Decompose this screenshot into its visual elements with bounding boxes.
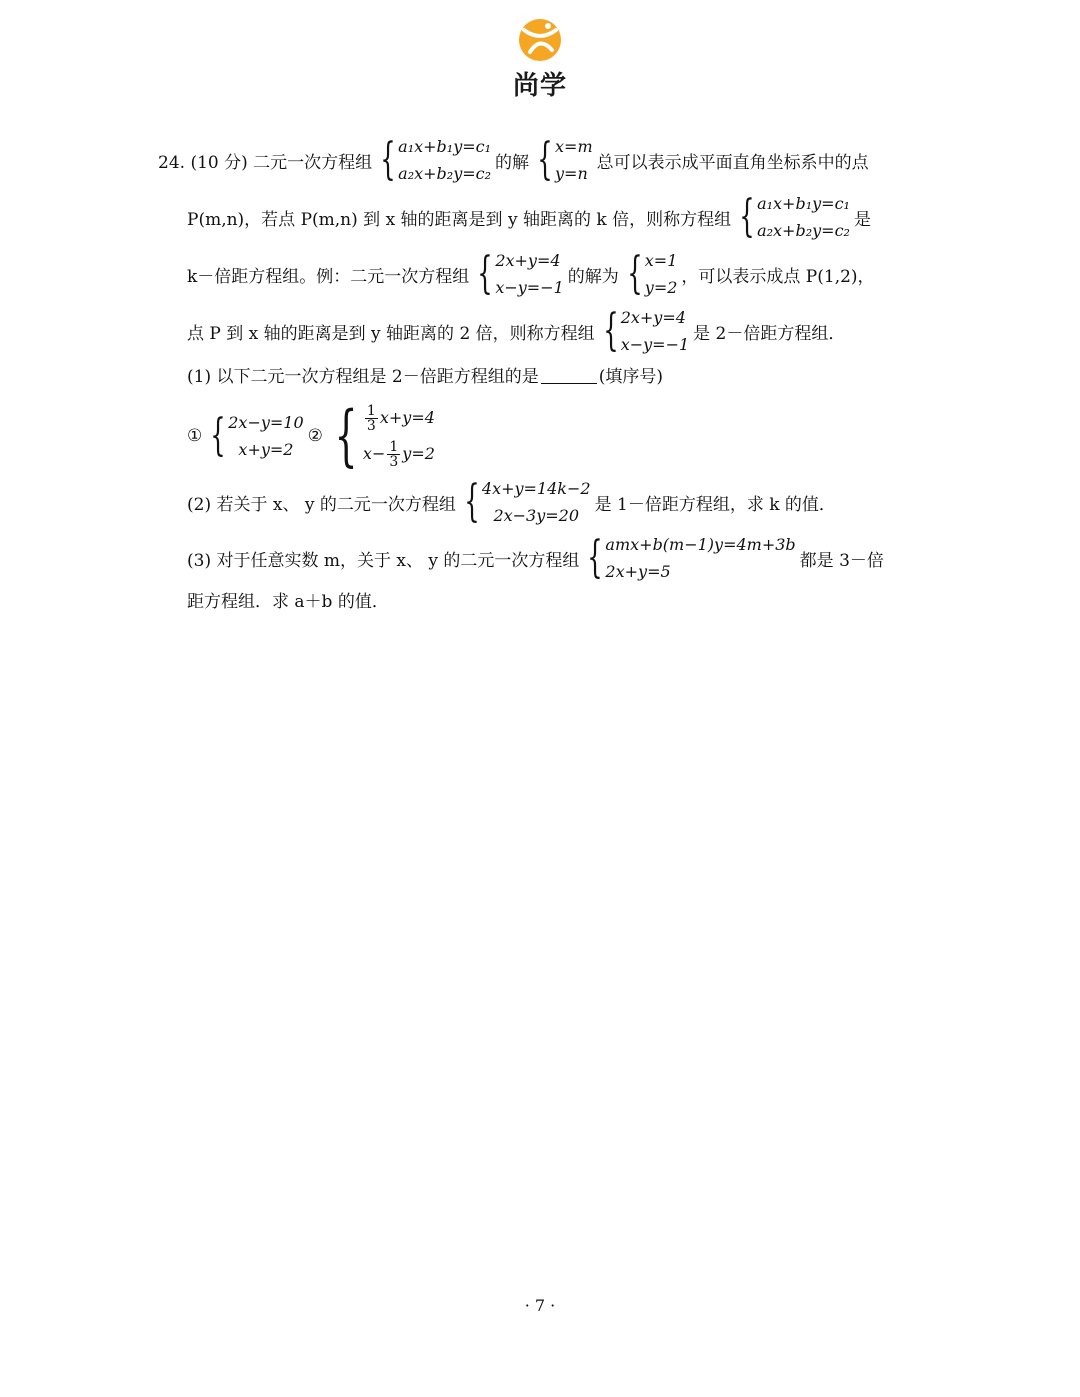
part-2: (2) 若关于 x、 y 的二元一次方程组 { 4x+y=14k−2 2x−3y=20 是 1－倍距方程组，求 k 的值． [187, 476, 836, 527]
fraction-one-third: $\frac{1}{3}$ [366, 403, 376, 434]
page-number: · 7 · [524, 1296, 556, 1315]
equation-system-example-solution: { x=1 y=2 [627, 248, 678, 299]
part-1-options [187, 397, 439, 474]
part-3-continued: 距方程组．求 a＋b 的值． [187, 591, 389, 612]
fraction-one-third-2: $\frac{1}{3}$ [389, 439, 399, 470]
equation-system-general: { a₁x+b₁y=c₁ a₂x+b₂y=c₂ [380, 134, 492, 185]
logo-text: 尚学 [512, 71, 567, 101]
option-2-system: { $\frac{1}{3}$ x+y=4 x− $\frac{1}{3}$ y=2 [334, 397, 435, 474]
part-3: (3) 对于任意实数 m，关于 x、 y 的二元一次方程组 { amx+b(m−1)y=4m+3b 2x+y=5 都是 3－倍 [187, 532, 884, 583]
option-2-label: ② [307, 426, 323, 446]
brand-logo [500, 18, 580, 101]
option-1-label: ① [187, 426, 203, 446]
question-header: 24. (10 分) 二元一次方程组 [158, 152, 373, 173]
option-1-system: { 2x−y=10 x+y=2 [210, 410, 304, 461]
question-line-1: 24. (10 分) 二元一次方程组 { a₁x+b₁y=c₁ a₂x+b₂y=c₂ 的解 { x=m y=n 总可以表示成平面直角坐标系中的点 [158, 134, 869, 185]
equation-system-solution: { x=m y=n [537, 134, 593, 185]
part-3-system: { amx+b(m−1)y=4m+3b 2x+y=5 [587, 532, 796, 583]
logo-emblem-icon [500, 18, 580, 66]
part-1: (1) 以下二元一次方程组是 2－倍距方程组的是 (填序号) [187, 366, 663, 387]
question-line-2: P(m,n)，若点 P(m,n) 到 x 轴的距离是到 y 轴距离的 k 倍，则称方程组 { a₁x+b₁y=c₁ a₂x+b₂y=c₂ 是 [187, 191, 871, 242]
equation-system-example-2: { 2x+y=4 x−y=−1 [602, 305, 690, 356]
answer-blank [541, 365, 597, 384]
question-line-4: 点 P 到 x 轴的距离是到 y 轴距离的 2 倍，则称方程组 { 2x+y=4 x−y=−1 是 2－倍距方程组． [187, 305, 846, 356]
equation-system-general-2: { a₁x+b₁y=c₁ a₂x+b₂y=c₂ [739, 191, 850, 242]
question-line-3: k－倍距方程组。例：二元一次方程组 { 2x+y=4 x−y=−1 的解为 { x=1 y=2 ，可以表示成点 P(1,2)， [187, 248, 875, 299]
equation-system-example: { 2x+y=4 x−y=−1 [477, 248, 564, 299]
part-2-system: { 4x+y=14k−2 2x−3y=20 [464, 476, 591, 527]
